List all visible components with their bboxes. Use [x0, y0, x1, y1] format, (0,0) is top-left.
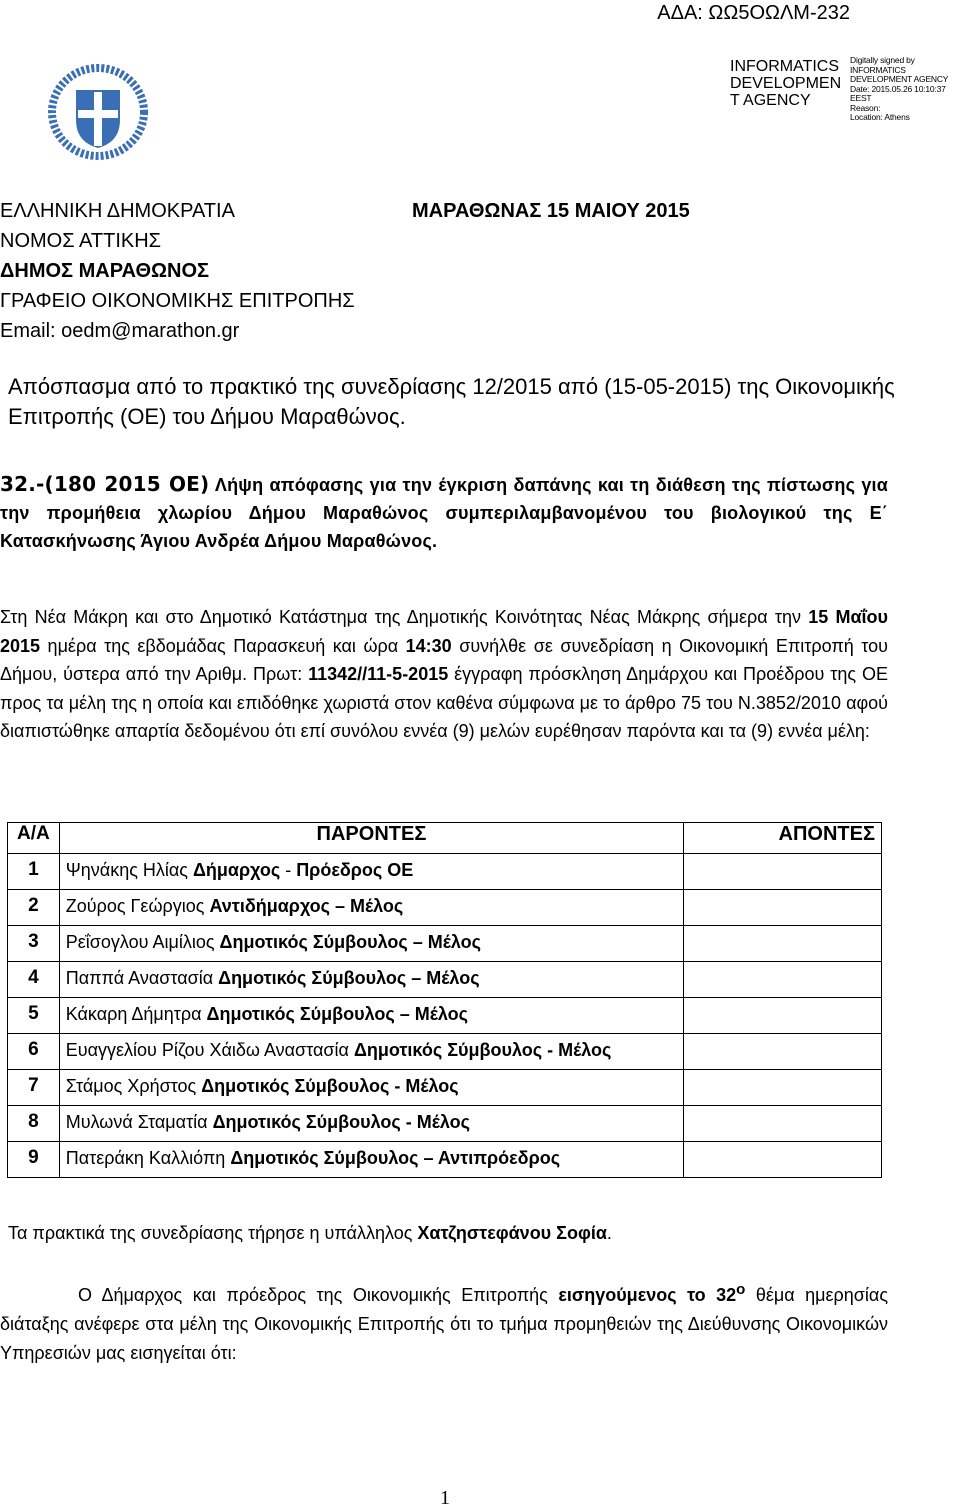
letterhead-municipality: ΔΗΜΟΣ ΜΑΡΑΘΩΝΟΣ	[0, 260, 210, 282]
greek-coat-of-arms-seal	[48, 62, 148, 162]
member-name: Πατεράκη Καλλιόπη	[65, 1148, 231, 1168]
member-absent-cell	[684, 854, 882, 890]
member-name: Ψηνάκης Ηλίας	[65, 860, 193, 880]
ada-code: ΑΔΑ: ΩΩ5ΟΩΛΜ-232	[657, 2, 850, 24]
member-role: Δημοτικός Σύμβουλος - Μέλος	[353, 1040, 612, 1060]
signature-meta-line: INFORMATICS	[850, 64, 906, 75]
member-role: Δημοτικός Σύμβουλος – Αντιπρόεδρος	[230, 1148, 561, 1168]
table-row	[8, 926, 882, 962]
session-date: 15 Μαΐου 2015	[0, 607, 888, 656]
signature-meta-line: Reason:	[850, 102, 881, 113]
signature-organization	[730, 58, 841, 109]
minutes-end: .	[606, 1223, 612, 1243]
signature-meta-line: Location: Athens	[850, 112, 910, 122]
table-header-row	[8, 823, 882, 854]
excerpt-title: Απόσπασμα από το πρακτικό της συνεδρίασης 12/2015 από (15-05-2015) της Οικονομικής Επιτροπής (ΟΕ) του Δήμου Μαραθώνος.	[8, 374, 895, 429]
member-absent-cell	[684, 1106, 882, 1142]
body-text: ημέρα της εβδομάδας Παρασκευή και ώρα	[40, 635, 406, 656]
member-absent-cell	[684, 1070, 882, 1106]
member-role: Δημοτικός Σύμβουλος - Μέλος	[201, 1076, 459, 1096]
proposal-text: θέμα ημερησίας διάταξης ανέφερε στα μέλη της Οικονομικής Επιτροπής ότι το τμήμα προμηθειών της Διεύθυνσης Οικονομικών Υπηρεσιών μας εισηγείται ότι:	[0, 1285, 888, 1363]
letterhead-prefecture: ΝΟΜΟΣ ΑΤΤΙΚΗΣ	[0, 230, 162, 252]
proposal-text: Ο Δήμαρχος και πρόεδρος της Οικονομικής Επιτροπής	[78, 1285, 559, 1305]
member-present-cell	[59, 998, 683, 1034]
member-number: 4	[8, 962, 60, 998]
member-absent-cell	[684, 998, 882, 1034]
member-absent-cell	[684, 890, 882, 926]
member-number: 3	[8, 926, 60, 962]
signature-org-line: DEVELOPMEN	[730, 75, 842, 92]
digital-signature-details	[850, 56, 948, 123]
protocol-number: 11342//11-5-2015	[308, 664, 449, 684]
table-row	[8, 890, 882, 926]
member-name: Ρεΐσογλου Αιμίλιος	[65, 932, 220, 952]
member-absent-cell	[684, 962, 882, 998]
member-role: Δημοτικός Σύμβουλος – Μέλος	[219, 932, 481, 952]
letterhead-office: ΓΡΑΦΕΙΟ ΟΙΚΟΝΟΜΙΚΗΣ ΕΠΙΤΡΟΠΗΣ	[0, 290, 355, 312]
decision-number: 32.-(180 2015 ΟΕ)	[0, 472, 210, 496]
document-date: ΜΑΡΑΘΩΝΑΣ 15 ΜΑΙΟΥ 2015	[412, 200, 690, 222]
minutes-keeper-name: Χατζηστεφάνου Σοφία	[417, 1223, 607, 1243]
attendance-table	[7, 822, 882, 1178]
table-row	[8, 1142, 882, 1178]
member-name: Ευαγγελίου Ρίζου Χάιδω Αναστασία	[65, 1040, 354, 1060]
member-present-cell	[59, 926, 683, 962]
member-role: Δήμαρχος	[192, 860, 281, 880]
proposal-bold: εισηγούμενος το 32	[558, 1285, 737, 1305]
member-number: 7	[8, 1070, 60, 1106]
table-row	[8, 1070, 882, 1106]
member-role-separator: -	[280, 860, 297, 880]
session-time: 14:30	[405, 635, 452, 656]
table-row	[8, 998, 882, 1034]
mayor-proposal-paragraph	[0, 1275, 888, 1368]
decision-subject-text: Λήψη απόφασης για την έγκριση δαπάνης και τη διάθεση της πίστωσης για την προμήθεια χλωρίου Δήμου Μαραθώνος συμπεριλαμβανομένου του βιολογικού της Ε΄ Κατασκήνωσης Άγιου Ανδρέα Δήμου Μαραθώνος.	[0, 475, 889, 551]
minutes-text: Τα πρακτικά της συνεδρίασης τήρησε η υπάλληλος	[8, 1223, 418, 1243]
member-name: Μυλωνά Σταματία	[65, 1112, 213, 1132]
table-row	[8, 1034, 882, 1070]
member-name: Παππά Αναστασία	[65, 968, 219, 988]
member-present-cell	[59, 1106, 683, 1142]
table-row	[8, 962, 882, 998]
member-absent-cell	[684, 1034, 882, 1070]
letterhead-republic: ΕΛΛΗΝΙΚΗ ΔΗΜΟΚΡΑΤΙΑ	[0, 200, 235, 222]
minutes-keeper	[8, 1223, 612, 1244]
member-absent-cell	[684, 926, 882, 962]
signature-meta-line: Digitally signed by	[850, 55, 915, 65]
signature-org-line: T AGENCY	[730, 92, 811, 109]
signature-meta-line: DEVELOPMENT AGENCY	[850, 74, 949, 84]
member-role: Δημοτικός Σύμβουλος – Μέλος	[218, 968, 480, 988]
signature-meta-line: Date: 2015.05.26 10:10:37	[850, 83, 946, 94]
header-aa: Α/Α	[8, 823, 60, 854]
member-role: Αντιδήμαρχος – Μέλος	[209, 896, 404, 916]
member-number: 5	[8, 998, 60, 1034]
body-text: Στη Νέα Μάκρη και στο Δημοτικό Κατάστημα της Δημοτικής Κοινότητας Νέας Μάκρης σήμερα την	[0, 607, 809, 627]
page-number: 1	[440, 1487, 450, 1509]
member-absent-cell	[684, 1142, 882, 1178]
member-number: 8	[8, 1106, 60, 1142]
signature-org-line: INFORMATICS	[730, 58, 840, 75]
table-row	[8, 854, 882, 890]
body-text: συνήλθε σε συνεδρίαση η Οικονομική Επιτροπή του Δήμου, ύστερα από την Αριθμ. Πρωτ:	[0, 635, 888, 684]
member-role-secondary: Πρόεδρος ΟΕ	[296, 860, 414, 880]
member-number: 6	[8, 1034, 60, 1070]
body-text: έγγραφη πρόσκληση Δημάρχου και Προέδρου της ΟΕ προς τα μέλη της η οποία και επιδόθηκε χωριστά στον καθένα σύμφωνα με το άρθρο 75 του Ν.3852/2010 αφού διαπιστώθηκε απαρτία δεδομένου ότι επί συνόλου εννέα (9) μελών ευρέθησαν παρόντα και τα (9) εννέα μέλη:	[0, 664, 888, 741]
header-absent: ΑΠΟΝΤΕΣ	[684, 823, 882, 854]
member-name: Κάκαρη Δήμητρα	[65, 1004, 207, 1024]
member-present-cell	[59, 1034, 683, 1070]
member-name: Στάμος Χρήστος	[65, 1076, 202, 1096]
decision-subject	[0, 470, 888, 555]
table-row	[8, 1106, 882, 1142]
member-name: Ζούρος Γεώργιος	[65, 896, 210, 916]
header-present: ΠΑΡΟΝΤΕΣ	[59, 823, 683, 854]
session-paragraph	[0, 603, 888, 746]
member-present-cell	[59, 1070, 683, 1106]
member-present-cell	[59, 962, 683, 998]
member-number: 9	[8, 1142, 60, 1178]
proposal-ordinal: ο	[736, 1281, 746, 1298]
member-number: 1	[8, 854, 60, 890]
member-role: Δημοτικός Σύμβουλος - Μέλος	[212, 1112, 471, 1132]
letterhead-email: Email: oedm@marathon.gr	[0, 320, 240, 342]
signature-meta-line: EEST	[850, 93, 872, 103]
member-present-cell	[59, 854, 683, 890]
member-present-cell	[59, 1142, 683, 1178]
member-number: 2	[8, 890, 60, 926]
member-role: Δημοτικός Σύμβουλος – Μέλος	[206, 1004, 468, 1024]
member-present-cell	[59, 890, 683, 926]
letterhead	[0, 196, 940, 346]
